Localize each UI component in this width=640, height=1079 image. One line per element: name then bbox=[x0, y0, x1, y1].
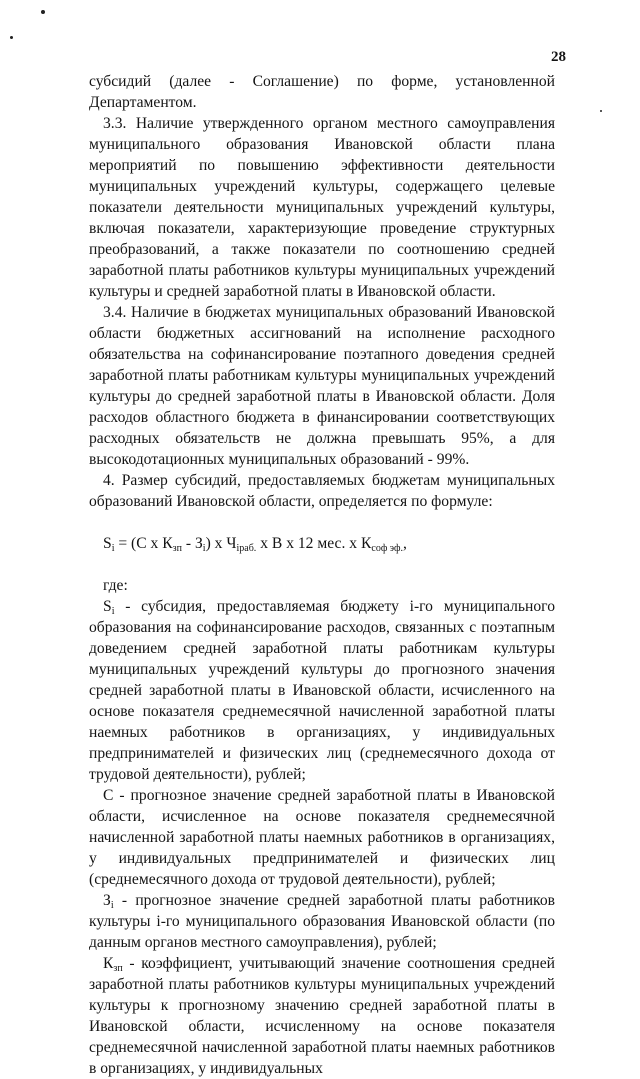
paragraph-4: 4. Размер субсидий, предоставляемых бюджетам муниципальных образований Ивановской области, определяется по формуле: bbox=[89, 472, 555, 510]
definition-si: $S_i$ - субсидия, предоставляемая бюджету i-го муниципального образования на софинансирование расходов, связанных с поэтапным доведением средней заработной платы работникам культуры муниципальных учреждений культуры до прогнозного значения средней заработной платы в Ивановской области, исчисленного на основе показателя среднемесячной начисленной заработной платы наемных работников в организациях, у индивидуальных предпринимателей и физических лиц (среднемесячного дохода от трудовой деятельности), рублей; bbox=[89, 598, 555, 783]
paragraph-3-3: 3.3. Наличие утвержденного органом местного самоуправления муниципального образования Ивановской области плана мероприятий по повышению эффективности деятельности муниципальных учреждений культуры, содержащего целевые показатели деятельности муниципальных учреждений культуры, включая показатели, характеризующие проведение структурных преобразований, а также показатели по соотношению средней заработной платы работников культуры муниципальных учреждений культуры и средней заработной платы в Ивановской области. bbox=[89, 115, 555, 300]
paragraph-continuation: субсидий (далее - Соглашение) по форме, установленной Департаментом. bbox=[89, 73, 555, 111]
symbol-kzp: $К_{зп}$ bbox=[103, 955, 123, 974]
definition-zi: $З_i$ - прогнозное значение средней заработной платы работников культуры i-го муниципального образования Ивановской области (по данным органов местного самоуправления), рублей; bbox=[89, 892, 555, 951]
paragraph-3-4: 3.4. Наличие в бюджетах муниципальных образований Ивановской области бюджетных ассигнований на исполнение расходного обязательства на софинансирование поэтапного доведения средней заработной платы работникам культуры муниципальных учреждений культуры до средней заработной платы в Ивановской области. Доля расходов областного бюджета в финансировании соответствующих расходных обязательств не должна превышать 95%, а для высокодотационных муниципальных образований - 99%. bbox=[89, 304, 555, 468]
where-label: где: bbox=[103, 577, 128, 594]
symbol-si: $S_i$ bbox=[103, 598, 115, 617]
document-body bbox=[89, 71, 555, 1079]
subsidy-formula: $S_i = (С$ х $К_{зп} - З_i$) х $Ч_{iраб.}$ х В х 12 мес. х $К_{соф эф.}$, bbox=[103, 535, 407, 554]
scan-speck bbox=[10, 36, 13, 39]
definition-kzp: $К_{зп}$ - коэффициент, учитывающий значение соотношения средней заработной платы работников культуры муниципальных учреждений культуры к прогнозному значению средней заработной платы в Ивановской области, исчисленному на основе показателя среднемесячной начисленной заработной платы наемных работников в организациях, у индивидуальных bbox=[89, 955, 555, 1077]
scan-speck bbox=[600, 110, 602, 112]
definition-c: С - прогнозное значение средней заработной платы в Ивановской области, исчисленное на основе показателя среднемесячной начисленной заработной платы наемных работников в организациях, у индивидуальных предпринимателей и физических лиц (среднемесячного дохода от трудовой деятельности), рублей; bbox=[89, 787, 555, 888]
symbol-zi: $З_i$ bbox=[103, 892, 114, 911]
page-number: 28 bbox=[551, 49, 566, 65]
scan-speck bbox=[41, 10, 45, 14]
